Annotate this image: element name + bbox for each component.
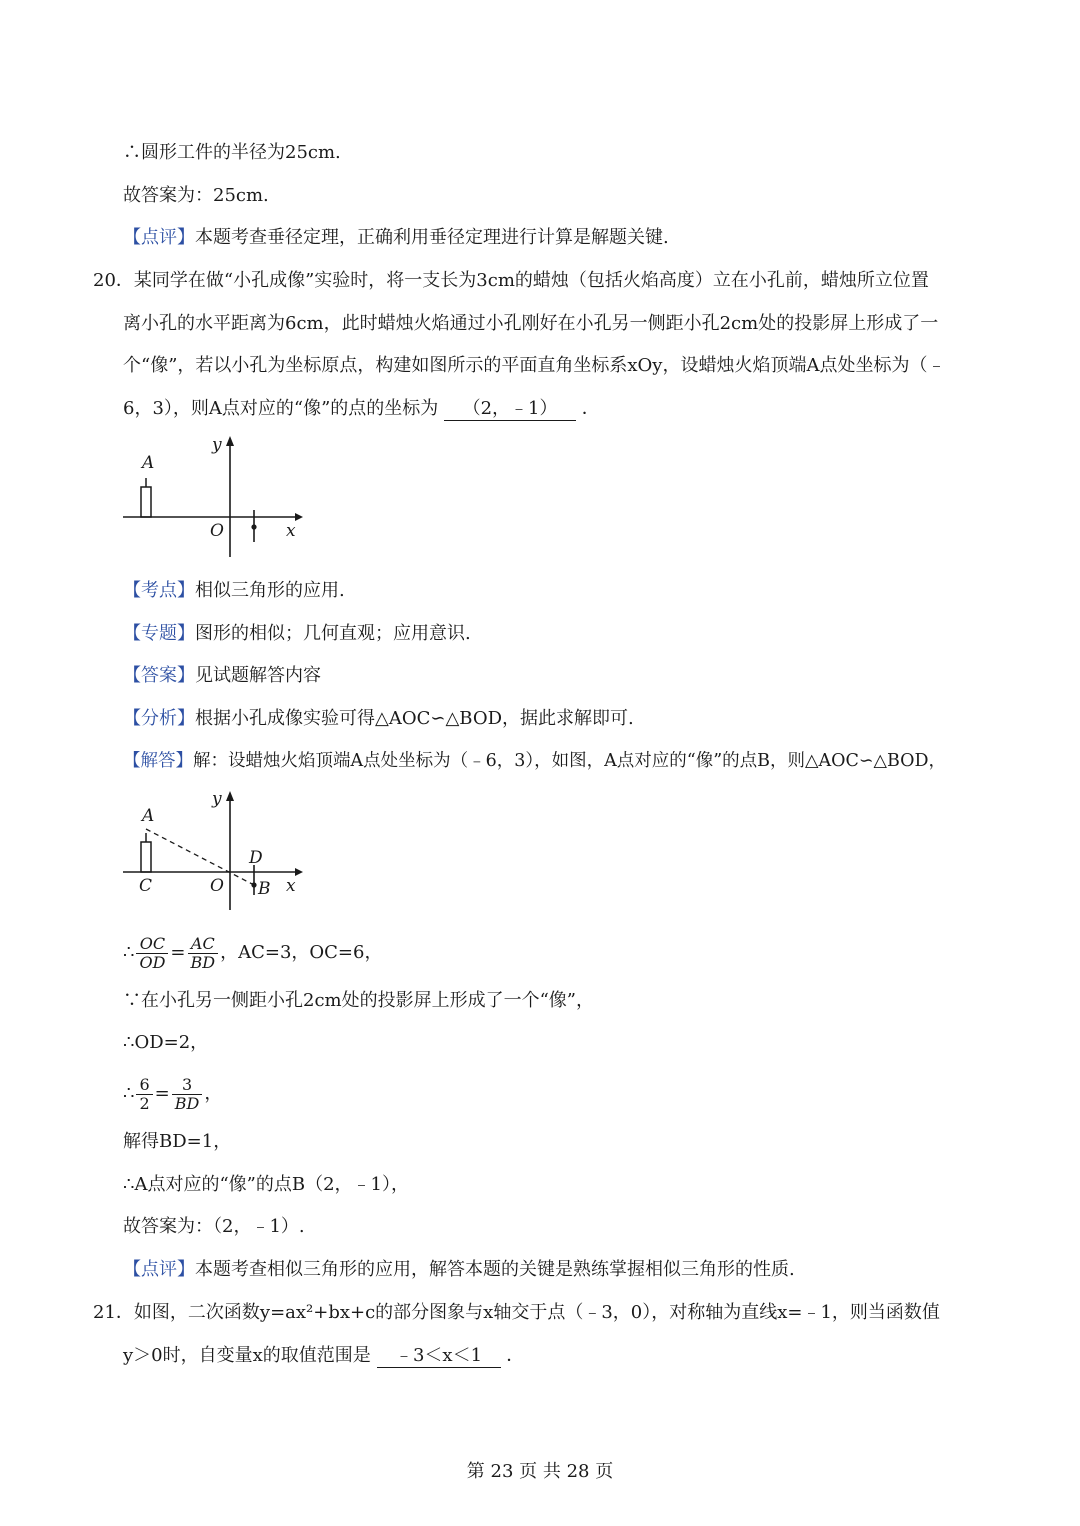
comment-tag: 【点评】: [123, 227, 195, 248]
figure-candle-axes: [115, 430, 315, 565]
comment-line: [123, 225, 669, 251]
equals: =: [154, 1083, 170, 1104]
label-O: O: [210, 876, 224, 896]
x-axis-arrow: [295, 868, 303, 876]
equation-2-suffix: ，: [204, 1083, 223, 1104]
therefore-symbol: ∴: [123, 942, 135, 963]
label-C: C: [139, 876, 153, 896]
q21-text-2: y＞0时，自变量x的取值范围是: [123, 1345, 371, 1366]
kaodian-tag: 【考点】: [123, 580, 195, 601]
fraction-oc-od: [136, 935, 168, 972]
q21-text-1: 如图，二次函数y=ax²+bx+c的部分图象与x轴交于点（﹣3，0），对称轴为直线x=﹣1，则当函数值: [133, 1302, 940, 1323]
label-B: B: [258, 879, 271, 899]
denominator: OD: [139, 952, 166, 972]
fenxi-line: [123, 706, 634, 732]
kaodian-text: 相似三角形的应用.: [195, 580, 345, 601]
label-x: x: [286, 876, 296, 896]
equation-1: [123, 930, 382, 976]
daan-text: 见试题解答内容: [195, 665, 321, 686]
step-3: ∴OD=2，: [123, 1032, 209, 1053]
denominator: BD: [190, 952, 216, 972]
q21-period: ．: [506, 1345, 525, 1366]
fenxi-tag: 【分析】: [123, 708, 195, 729]
label-y: y: [212, 789, 222, 809]
dianping-text: 本题考查相似三角形的应用，解答本题的关键是熟练掌握相似三角形的性质.: [195, 1259, 795, 1280]
daan-tag: 【答案】: [123, 665, 195, 686]
equation-1-suffix: ，AC=3，OC=6，: [220, 942, 383, 963]
step-6: 故答案为：（2，﹣1）.: [123, 1216, 305, 1237]
label-A: A: [142, 453, 155, 473]
figure-similar-triangles: [115, 785, 315, 915]
label-A: A: [142, 806, 155, 826]
q20-text-1: 某同学在做“小孔成像”实验时，将一支长为3cm的蜡烛（包括火焰高度）立在小孔前，蜡烛所立位置: [133, 270, 929, 291]
zhuanti-tag: 【专题】: [123, 623, 195, 644]
q20-line4: [123, 396, 600, 422]
q21-line2: [123, 1343, 524, 1369]
label-x: x: [286, 521, 296, 541]
fraction-3-bd: [172, 1076, 203, 1113]
daan-line: [123, 663, 321, 689]
equation-2: [123, 1071, 222, 1117]
y-axis-arrow: [226, 791, 234, 801]
fraction-ac-bd: [188, 935, 219, 972]
q20-answer-blank: （2，﹣1）: [444, 398, 576, 421]
dianping-tag: 【点评】: [123, 1259, 195, 1280]
fraction-6-2: [136, 1076, 152, 1113]
y-axis-arrow: [226, 436, 234, 446]
comment-text: 本题考查垂径定理，正确利用垂径定理进行计算是解题关键.: [195, 227, 669, 248]
x-axis-arrow: [295, 513, 303, 521]
candle: [141, 842, 151, 872]
q20-line3: 个“像”，若以小孔为坐标原点，构建如图所示的平面直角坐标系xOy，设蜡烛火焰顶端A点处坐标为（﹣: [123, 355, 946, 376]
label-O: O: [210, 521, 224, 541]
dianping-line: [123, 1257, 795, 1283]
q20-text-4: 6，3），则A点对应的“像”的点的坐标为: [123, 398, 439, 419]
q20-period: ．: [581, 398, 600, 419]
candle: [141, 487, 151, 517]
q20-line2: 离小孔的水平距离为6cm，此时蜡烛火焰通过小孔刚好在小孔另一侧距小孔2cm处的投影屏上形成了一: [123, 313, 939, 334]
numerator: AC: [188, 935, 219, 954]
zhuanti-line: [123, 621, 471, 647]
label-D: D: [249, 848, 263, 868]
step-4: 解得BD=1，: [123, 1131, 232, 1152]
solution-answer: 故答案为：25cm.: [123, 185, 269, 206]
denominator: 2: [139, 1093, 150, 1113]
step-5: ∴A点对应的“像”的点B（2，﹣1），: [123, 1174, 409, 1195]
label-y: y: [212, 435, 222, 455]
therefore-symbol: ∴: [123, 1083, 135, 1104]
page-footer: 第 23 页 共 28 页: [466, 1461, 614, 1482]
equals: =: [170, 942, 186, 963]
light-ray: [146, 829, 254, 885]
jieda-line: [123, 748, 946, 774]
q21-line1: [93, 1300, 940, 1326]
numerator: 3: [172, 1076, 203, 1095]
numerator: OC: [136, 935, 168, 954]
image-point: [251, 524, 256, 529]
numerator: 6: [136, 1076, 152, 1095]
zhuanti-text: 图形的相似；几何直观；应用意识.: [195, 623, 471, 644]
jieda-tag: 【解答】: [123, 751, 193, 771]
step-2: ∵在小孔另一侧距小孔2cm处的投影屏上形成了一个“像”，: [123, 990, 595, 1011]
q20-line1: [93, 268, 929, 294]
q20-number: 20．: [93, 270, 134, 291]
denominator: BD: [174, 1093, 200, 1113]
solution-conclusion: ∴圆形工件的半径为25cm.: [123, 142, 341, 163]
q21-number: 21．: [93, 1302, 134, 1323]
kaodian-line: [123, 578, 345, 604]
fenxi-text: 根据小孔成像实验可得△AOC∽△BOD，据此求解即可.: [195, 708, 634, 729]
q21-answer-blank: ﹣3＜x＜1: [377, 1345, 501, 1368]
jieda-text: 解：设蜡烛火焰顶端A点处坐标为（﹣6，3），如图，A点对应的“像”的点B，则△AOC∽△BOD，: [193, 751, 947, 771]
point-B: [251, 882, 256, 887]
